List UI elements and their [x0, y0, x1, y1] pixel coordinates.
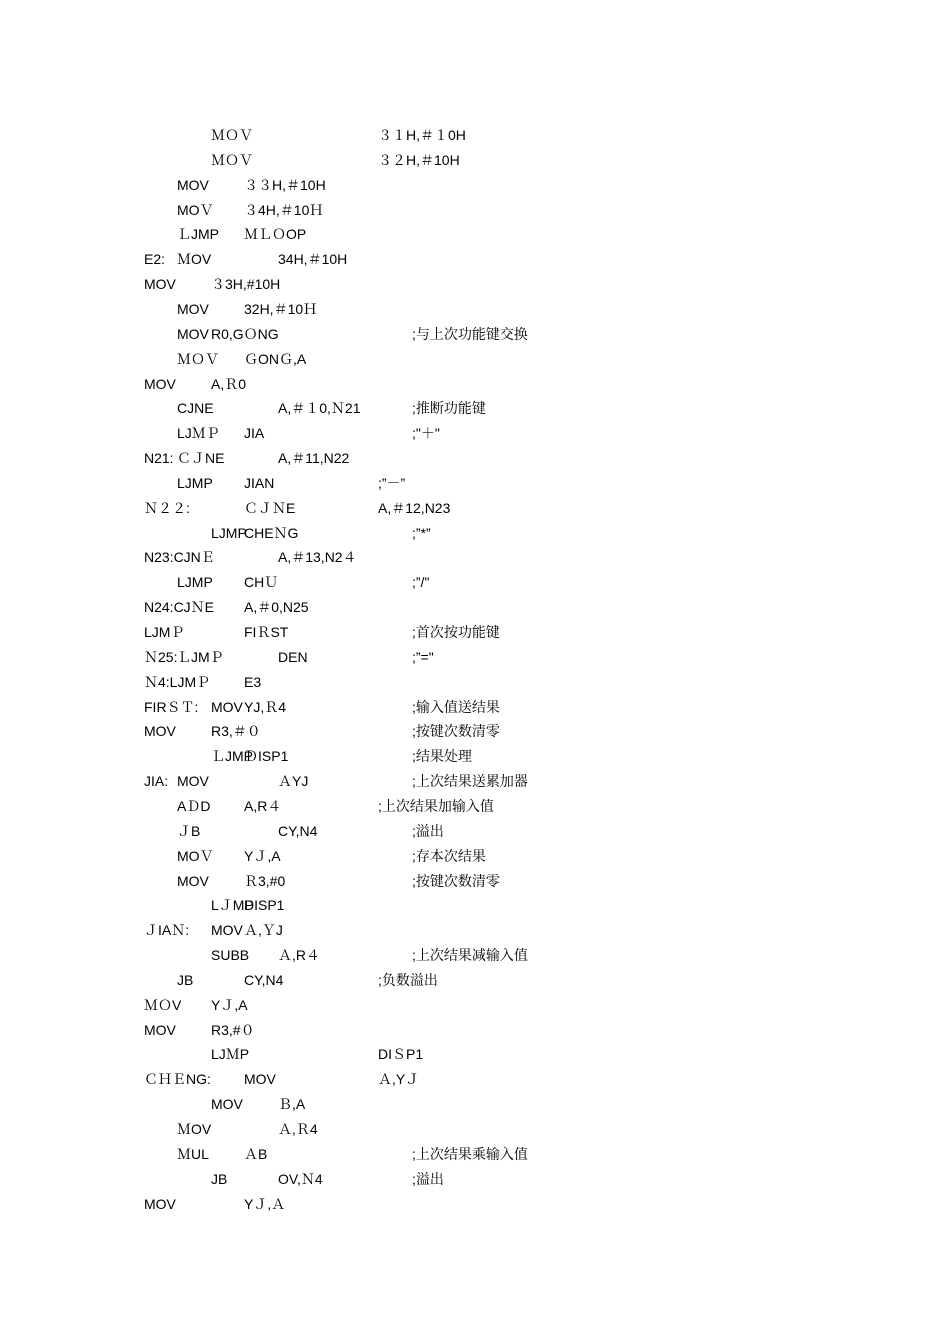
code-token-f: A,＃12,N23: [378, 499, 451, 516]
code-token-b: MOV: [177, 872, 209, 889]
code-token-a: ＭＯV: [144, 996, 182, 1013]
code-token-e: A,＃13,N2４: [278, 549, 357, 566]
code-token-e: Ａ,R４: [278, 947, 320, 964]
code-line: [0, 794, 950, 819]
code-line: [0, 471, 950, 496]
code-token-a: ＪIAＮ:: [144, 922, 190, 939]
code-token-a: MOV: [144, 276, 176, 293]
code-token-a: JIA:: [144, 773, 169, 790]
code-token-g: ;结果处理: [412, 748, 472, 765]
code-token-d: E3: [244, 673, 262, 690]
code-line: [0, 272, 950, 297]
code-token-c: A,Ｒ0: [211, 375, 247, 392]
code-token-d: ＣＪＮE: [244, 499, 296, 516]
code-token-f: ３２H,＃10H: [378, 151, 460, 168]
code-token-a: FIRＳＴ:: [144, 698, 199, 715]
code-line: [0, 869, 950, 894]
code-token-f: DIＳP1: [378, 1046, 424, 1063]
code-token-a: N24:CJＮE: [144, 599, 215, 616]
code-token-d: CHEＮG: [244, 524, 299, 541]
code-token-c: YＪ,A: [211, 996, 248, 1013]
code-token-d: 32H,＃10Ｈ: [244, 300, 318, 317]
code-token-a: MOV: [144, 375, 176, 392]
code-token-b: AＤD: [177, 797, 211, 814]
code-line: [0, 347, 950, 372]
code-token-e: Ａ,Ｒ4: [278, 1121, 318, 1137]
code-token-b: ＬJMP: [177, 226, 219, 243]
code-token-c: LＪMP: [211, 897, 254, 914]
code-token-e: A,＃１0,Ｎ21: [278, 400, 361, 417]
code-token-b: ＭUL: [177, 1145, 209, 1162]
code-line: [0, 918, 950, 943]
code-token-d: ３３H,＃10H: [244, 176, 326, 193]
code-line: [0, 1092, 950, 1117]
code-token-c: LJMP: [211, 524, 247, 541]
code-token-b: ＬJMＰ: [177, 648, 224, 665]
code-token-b: MOV: [177, 773, 209, 790]
code-token-d: MOV: [244, 1071, 276, 1088]
code-token-d: DISP1: [244, 897, 285, 914]
code-token-a: MOV: [144, 1195, 176, 1212]
code-token-d: CY,N4: [244, 971, 284, 988]
code-line: [0, 719, 950, 744]
code-line: [0, 222, 950, 247]
code-token-b: ＪB: [177, 822, 201, 839]
code-token-g: ;”=": [412, 648, 434, 665]
code-token-a: N23:CJNＥ: [144, 549, 215, 566]
code-token-a: ＣＨＥNG:: [144, 1071, 211, 1088]
code-token-d: CHＵ: [244, 574, 279, 591]
code-token-f: ;负数溢出: [378, 971, 438, 988]
code-token-g: ;首次按功能键: [412, 624, 500, 640]
code-token-f: ３１H,＃１0H: [378, 127, 466, 143]
code-line: [0, 123, 950, 148]
code-token-d: JIA: [244, 425, 265, 442]
code-line: [0, 1067, 950, 1092]
code-token-a: N21:: [144, 450, 174, 467]
code-token-b: MOV: [177, 325, 209, 342]
code-token-a: MOV: [144, 1021, 176, 1038]
code-line: [0, 744, 950, 769]
code-line: [0, 570, 950, 595]
code-line: [0, 645, 950, 670]
code-token-a: LJMＰ: [144, 624, 185, 640]
code-token-e: 34H,＃10H: [278, 251, 348, 268]
code-token-c: JB: [211, 1170, 228, 1187]
code-line: [0, 670, 950, 695]
code-line: [0, 1117, 950, 1142]
code-token-c: R0,GＯNG: [211, 325, 279, 342]
code-token-e: CY,N4: [278, 822, 318, 839]
code-token-c: R3,＃０: [211, 723, 261, 740]
code-token-b: LJMP: [177, 574, 213, 591]
code-line: [0, 198, 950, 223]
code-token-c: R3,#０: [211, 1021, 255, 1038]
code-token-b: MOV: [177, 176, 209, 193]
code-token-c: ＬJMP: [211, 748, 253, 765]
code-token-d: ３4H,＃10Ｈ: [244, 201, 324, 218]
code-token-g: ;按键次数清零: [412, 723, 500, 740]
code-token-b: MOV: [177, 300, 209, 317]
code-token-b: LJMP: [177, 474, 213, 491]
code-line: [0, 769, 950, 794]
code-token-c: SUBB: [211, 947, 250, 964]
code-line: [0, 1167, 950, 1192]
code-token-g: ;”/": [412, 574, 430, 591]
code-line: [0, 247, 950, 272]
code-token-a: MOV: [144, 723, 176, 740]
code-token-b: ＭOV: [177, 251, 212, 268]
code-token-d: FIＲST: [244, 624, 289, 640]
code-token-g: ;存本次结果: [412, 847, 486, 864]
code-line: [0, 819, 950, 844]
code-line: [0, 446, 950, 471]
code-token-c: MOV: [211, 1096, 243, 1113]
code-token-c: MOV: [211, 698, 243, 715]
code-line: [0, 173, 950, 198]
code-token-b: JB: [177, 971, 194, 988]
code-line: [0, 372, 950, 397]
code-line: [0, 148, 950, 173]
code-token-b: LJＭＰ: [177, 425, 220, 442]
code-token-d: ＡB: [244, 1145, 268, 1162]
code-line: [0, 521, 950, 546]
code-token-g: ;”*”: [412, 524, 431, 541]
code-token-d: A,＃0,N25: [244, 599, 309, 616]
code-line: [0, 620, 950, 645]
code-line: [0, 595, 950, 620]
code-token-d: A,R４: [244, 797, 282, 814]
code-token-g: ;溢出: [412, 1170, 444, 1187]
code-line: [0, 943, 950, 968]
code-token-e: Ｂ,A: [278, 1096, 306, 1113]
code-token-d: ＧONＧ,A: [244, 350, 307, 367]
code-token-g: ;"＋": [412, 425, 440, 442]
code-token-a: Ｎ２２:: [144, 499, 190, 516]
code-token-g: ;上次结果减输入值: [412, 947, 528, 964]
code-line: [0, 844, 950, 869]
code-token-g: ;输入值送结果: [412, 698, 500, 715]
code-token-e: DEN: [278, 648, 308, 665]
code-token-d: YJ,Ｒ4: [244, 698, 287, 715]
code-token-a: Ｎ25:: [144, 648, 178, 665]
code-token-c: MOV: [211, 922, 243, 939]
code-token-g: ;按键次数清零: [412, 872, 500, 889]
code-line: [0, 322, 950, 347]
code-token-b: ＣＪNE: [177, 450, 225, 467]
code-token-g: ;溢出: [412, 822, 444, 839]
code-line: [0, 1142, 950, 1167]
code-token-d: JIAN: [244, 474, 275, 491]
code-line: [0, 1018, 950, 1043]
code-line: [0, 695, 950, 720]
code-token-b: ＭＯＶ: [177, 350, 219, 367]
code-line: [0, 968, 950, 993]
code-token-b: ＭOV: [177, 1121, 212, 1137]
code-token-f: ;”－”: [378, 474, 406, 491]
code-token-d: Ａ,ＹJ: [244, 922, 283, 939]
code-token-c: ３3H,#10H: [211, 276, 281, 293]
code-token-e: OV,Ｎ4: [278, 1170, 323, 1187]
code-line: [0, 421, 950, 446]
code-line: [0, 893, 950, 918]
code-line: [0, 545, 950, 570]
code-token-f: ;上次结果加输入值: [378, 797, 494, 814]
code-line: [0, 993, 950, 1018]
code-token-g: ;推断功能键: [412, 400, 486, 417]
code-token-c: ＭＯＶ: [211, 151, 253, 168]
code-token-a: E2:: [144, 251, 166, 268]
code-line: [0, 1042, 950, 1067]
code-token-b: CJNE: [177, 400, 214, 417]
code-token-c: LJＭP: [211, 1046, 250, 1063]
code-line: [0, 1192, 950, 1217]
code-token-c: ＭＯＶ: [211, 127, 253, 143]
code-token-e: ＡYJ: [278, 773, 309, 790]
code-token-d: ＭＬＯOP: [244, 226, 307, 243]
code-line: [0, 496, 950, 521]
code-token-d: YＪ,Ａ: [244, 1195, 286, 1212]
code-token-g: ;上次结果乘输入值: [412, 1145, 528, 1162]
code-line: [0, 297, 950, 322]
code-token-e: A,＃11,N22: [278, 450, 350, 467]
code-token-d: Ｒ3,#0: [244, 872, 286, 889]
code-token-g: ;上次结果送累加器: [412, 773, 528, 790]
code-token-a: Ｎ4:LJMＰ: [144, 673, 211, 690]
code-line: [0, 396, 950, 421]
code-token-b: MOＶ: [177, 847, 214, 864]
code-token-d: ＤISP1: [244, 748, 289, 765]
code-token-d: YＪ,A: [244, 847, 281, 864]
code-token-g: ;与上次功能键交换: [412, 325, 528, 342]
code-token-b: MOＶ: [177, 201, 214, 218]
code-token-f: Ａ,YＪ: [378, 1071, 420, 1088]
